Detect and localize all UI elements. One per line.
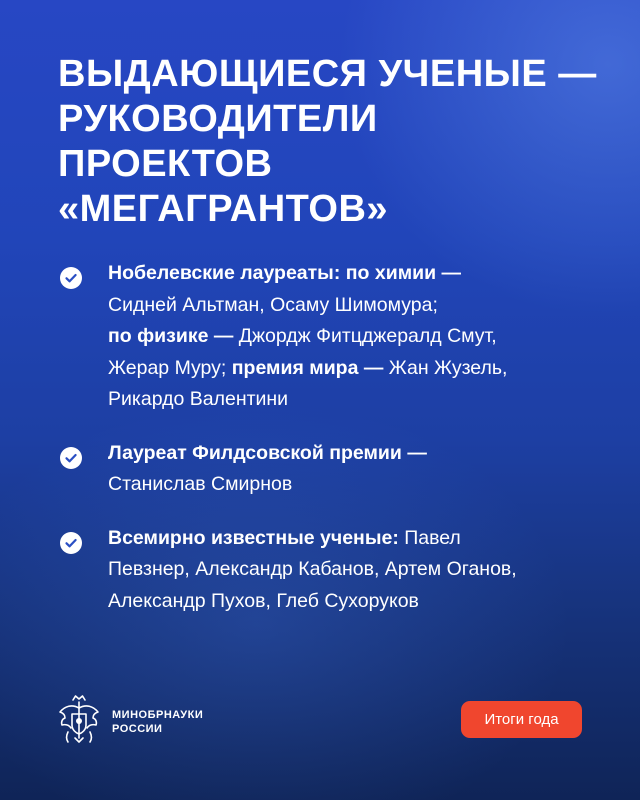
- text-segment: Джордж Фитцджералд Смут,: [238, 325, 497, 347]
- text-segment: Сидней Альтман, Осаму Шимомура;: [108, 293, 438, 316]
- item-line: [108, 321, 598, 353]
- item-line: [108, 438, 598, 470]
- ministry-line: РОССИИ: [112, 723, 163, 735]
- list-item: [58, 523, 598, 618]
- year-results-badge[interactable]: Итоги года: [461, 701, 582, 738]
- ministry-line: МИНОБРНАУКИ: [112, 709, 204, 721]
- laureates-list: [58, 258, 598, 639]
- item-line: [108, 258, 598, 290]
- title-line: РУКОВОДИТЕЛИ: [58, 98, 378, 140]
- bold-segment: Лауреат Филдсовской премии —: [108, 441, 427, 464]
- title-line: «МЕГАГРАНТОВ»: [58, 188, 389, 230]
- list-item: [58, 438, 598, 501]
- list-item: [58, 258, 598, 416]
- item-text: [108, 438, 598, 501]
- item-text: [108, 523, 598, 618]
- text-segment: Жан Жузель,: [388, 356, 508, 379]
- item-line: [108, 554, 598, 586]
- item-line: [108, 353, 598, 385]
- title-line: ПРОЕКТОВ: [58, 143, 273, 185]
- bold-segment: Нобелевские лауреаты: по химии —: [108, 262, 462, 284]
- item-text: [108, 258, 598, 416]
- item-line: [108, 586, 598, 618]
- coat-of-arms-icon: [56, 694, 102, 751]
- item-line: [108, 523, 598, 555]
- text-segment: Рикардо Валентини: [108, 388, 289, 410]
- check-circle-icon: [60, 532, 82, 554]
- text-segment: Павел: [404, 526, 461, 549]
- bold-segment: премия мира —: [231, 356, 389, 379]
- item-line: [108, 384, 598, 416]
- item-line: [108, 290, 598, 322]
- bold-segment: Всемирно известные ученые:: [108, 526, 405, 549]
- bold-segment: по физике —: [108, 325, 239, 347]
- check-circle-icon: [60, 447, 82, 469]
- page-title: [58, 52, 598, 232]
- check-circle-icon: [60, 267, 82, 289]
- text-segment: Певзнер, Александр Кабанов, Артем Оганов,: [108, 558, 517, 580]
- text-segment: Жерар Муру;: [108, 356, 232, 379]
- ministry-name: [112, 708, 203, 736]
- text-segment: Станислав Смирнов: [108, 473, 293, 495]
- text-segment: Александр Пухов, Глеб Сухоруков: [108, 589, 419, 612]
- title-line: ВЫДАЮЩИЕСЯ УЧЕНЫЕ —: [58, 53, 597, 95]
- item-line: [108, 469, 598, 501]
